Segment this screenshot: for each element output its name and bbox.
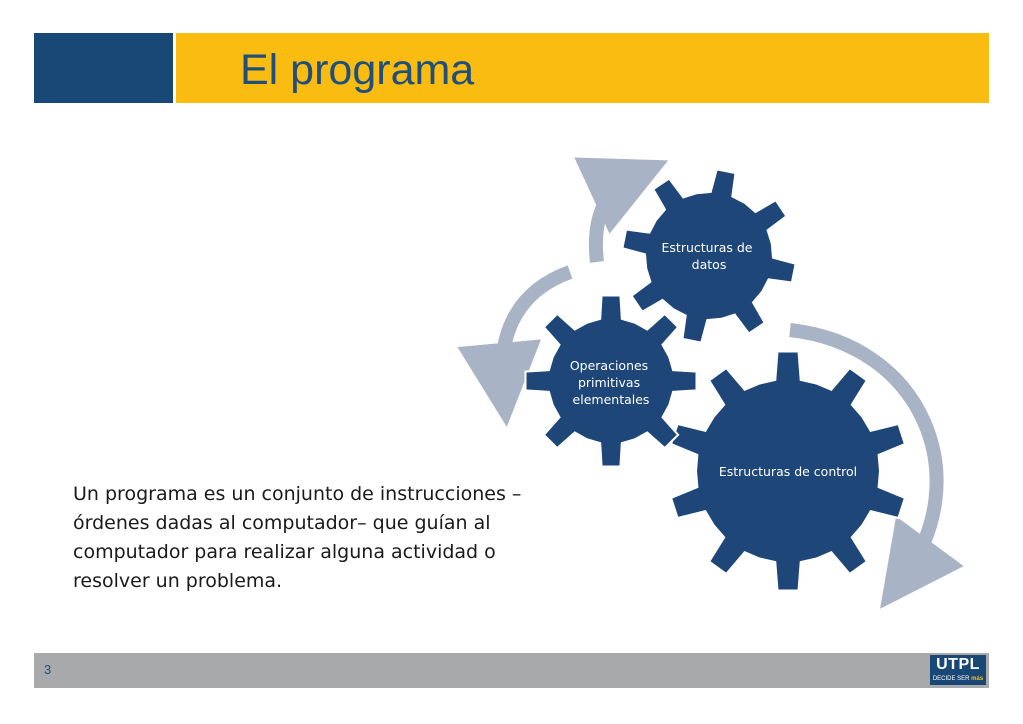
utpl-logo <box>930 655 986 685</box>
footer-bar <box>34 653 989 688</box>
gear-estructuras-de-datos <box>622 169 795 342</box>
gear-label-operaciones: Operaciones primitivas elementales <box>569 358 650 407</box>
gear-label-estructuras-de-datos: Estructuras de datos <box>661 240 753 272</box>
page-number: 3 <box>44 662 52 677</box>
page-title: El programa <box>240 46 475 94</box>
logo-tagline: DECIDE SER más <box>932 676 984 682</box>
gear-label-estructuras-de-control: Estructuras de control <box>718 464 858 479</box>
definition-paragraph: Un programa es un conjunto de instrucciones –órdenes dadas al computador– que guían al computador para realizar alguna actividad o resolver un problema. <box>73 483 522 592</box>
logo-name: UTPL <box>936 656 980 673</box>
